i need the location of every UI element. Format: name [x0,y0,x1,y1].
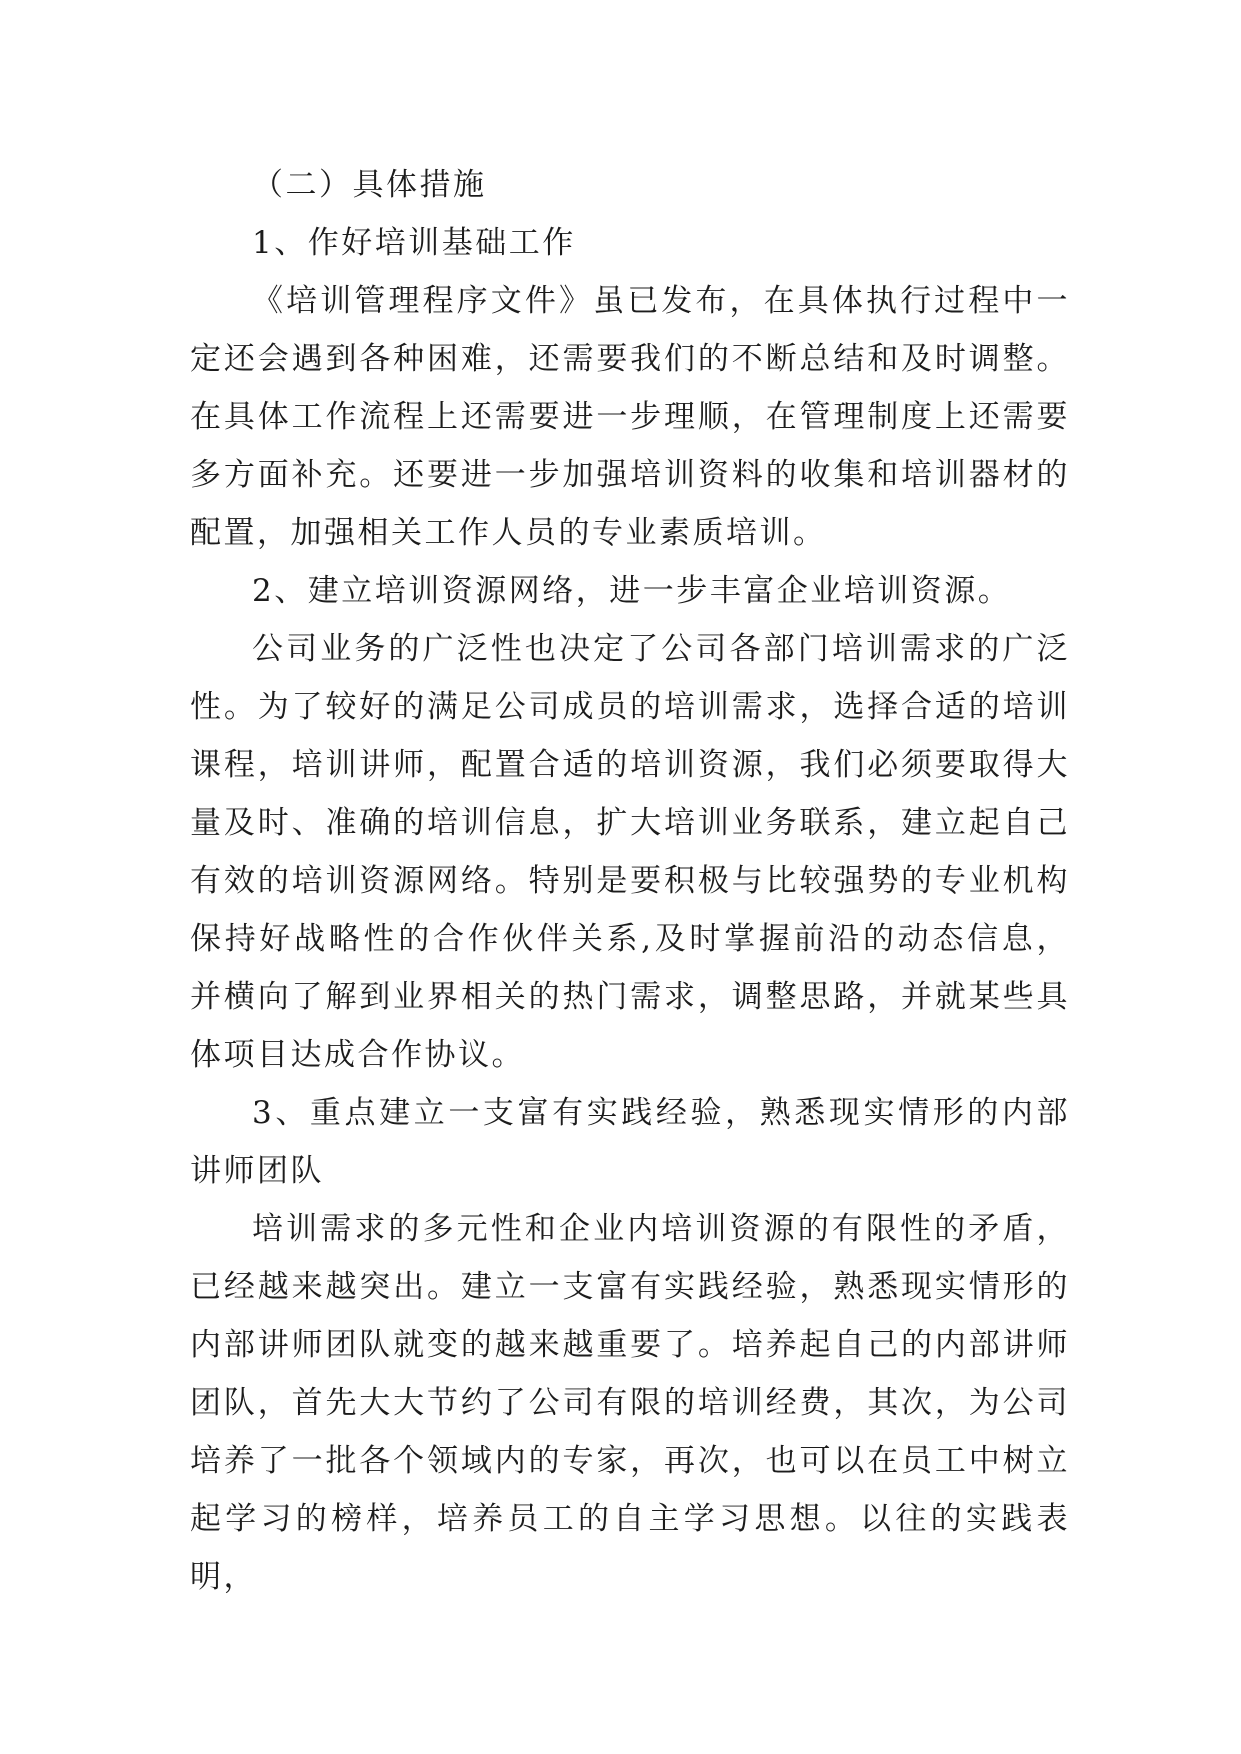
document-body [190,156,1070,1606]
item3-paragraph: 培训需求的多元性和企业内培训资源的有限性的矛盾，已经越来越突出。建立一支富有实践经验，熟悉现实情形的内部讲师团队就变的越来越重要了。培养起自己的内部讲师团队，首先大大节约了公司有限的培训经费，其次，为公司培养了一批各个领域内的专家，再次，也可以在员工中树立起学习的榜样，培养员工的自主学习思想。以往的实践表明， [190,1211,1070,1595]
section-heading: （二）具体措施 [252,167,487,203]
item3-title: 3、重点建立一支富有实践经验，熟悉现实情形的内部讲师团队 [190,1095,1070,1189]
item1-paragraph: 《培训管理程序文件》虽已发布，在具体执行过程中一定还会遇到各种困难，还需要我们的不断总结和及时调整。在具体工作流程上还需要进一步理顺，在管理制度上还需要多方面补充。还要进一步加强培训资料的收集和培训器材的配置，加强相关工作人员的专业素质培训。 [190,283,1070,551]
item2-title: 2、建立培训资源网络，进一步丰富企业培训资源。 [252,573,1012,609]
item1-title: 1、作好培训基础工作 [252,225,576,261]
item2-paragraph: 公司业务的广泛性也决定了公司各部门培训需求的广泛性。为了较好的满足公司成员的培训需求，选择合适的培训课程，培训讲师，配置合适的培训资源，我们必须要取得大量及时、准确的培训信息，扩大培训业务联系，建立起自己有效的培训资源网络。特别是要积极与比较强势的专业机构保持好战略性的合作伙伴关系,及时掌握前沿的动态信息，并横向了解到业界相关的热门需求，调整思路，并就某些具体项目达成合作协议。 [190,631,1070,1073]
